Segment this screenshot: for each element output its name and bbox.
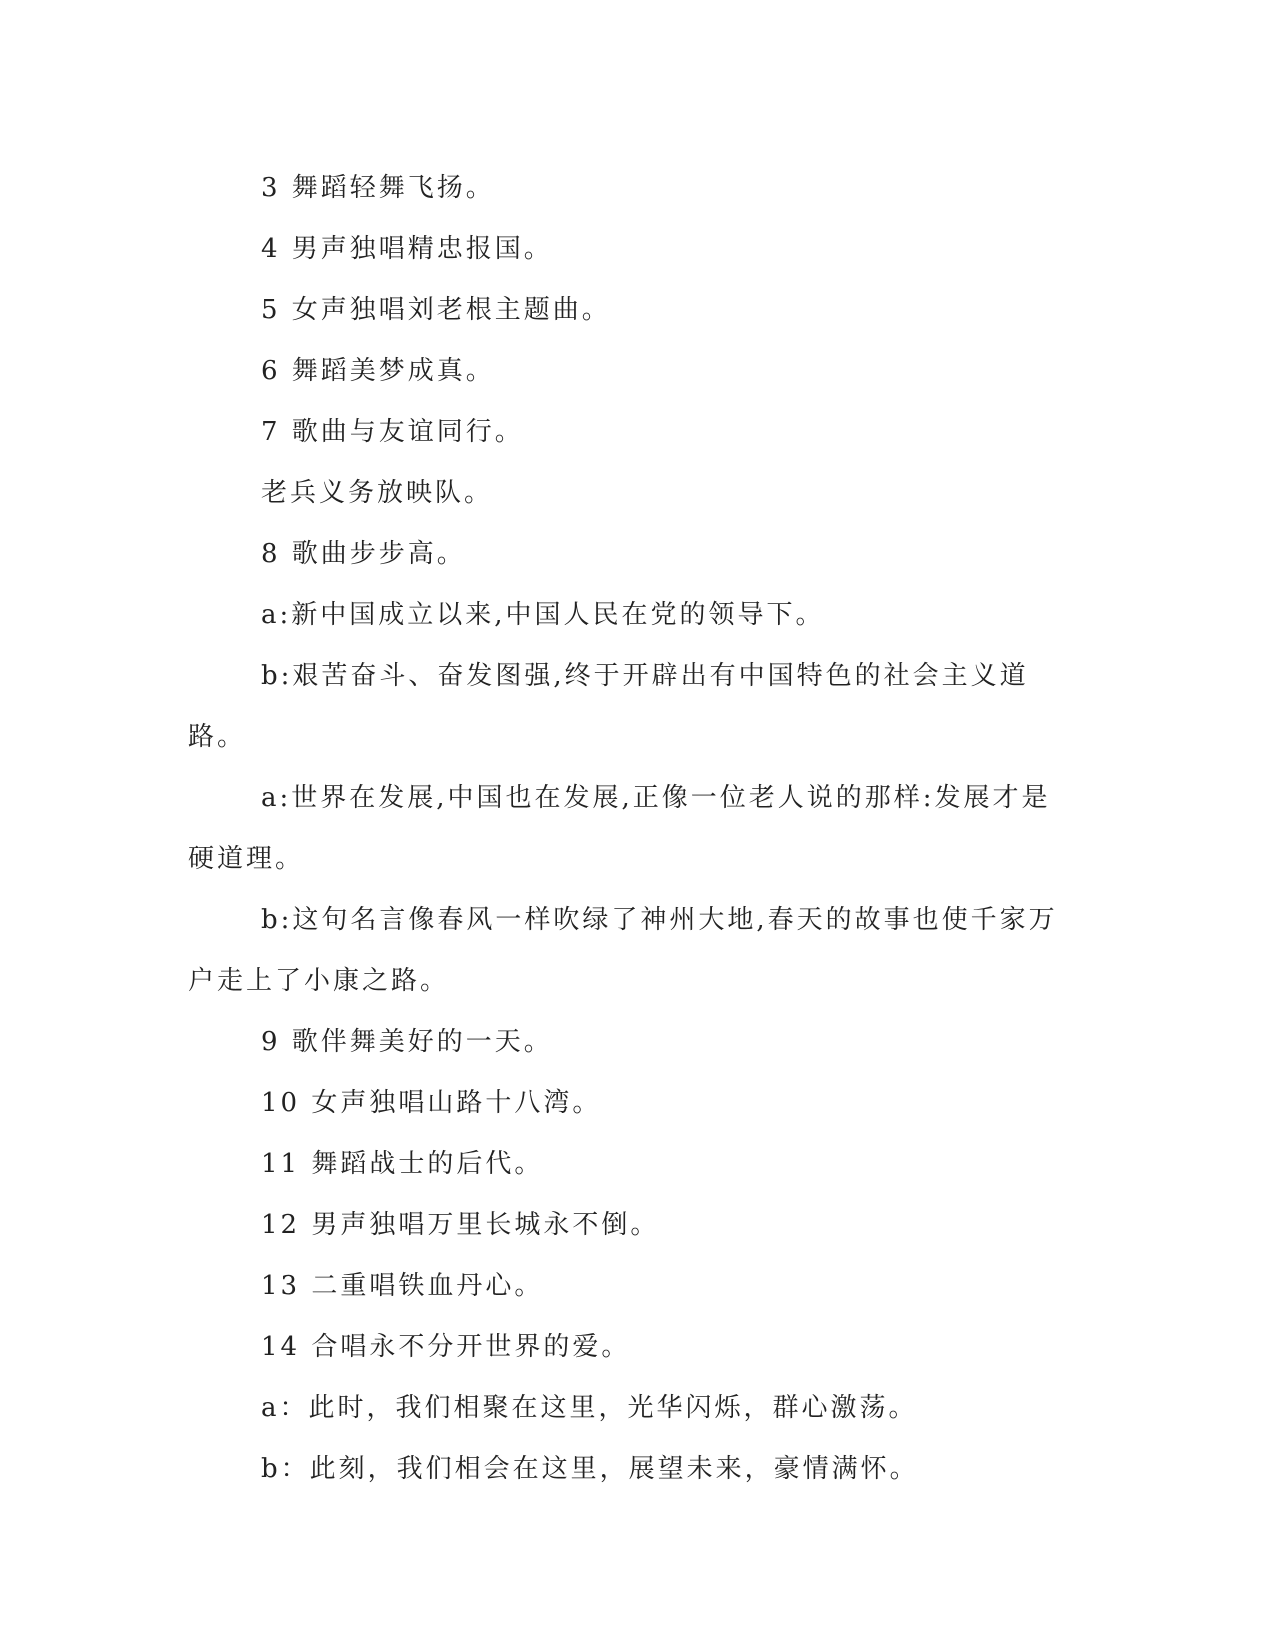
program-item-5: 5 女声独唱刘老根主题曲。 xyxy=(261,295,611,325)
document-body xyxy=(188,158,1068,1500)
program-item-8: 8 歌曲步步高。 xyxy=(261,539,466,569)
program-item-12: 12 男声独唱万里长城永不倒。 xyxy=(261,1210,660,1240)
host-line-a: a:新中国成立以来,中国人民在党的领导下。 xyxy=(261,600,825,630)
program-item-3: 3 舞蹈轻舞飞扬。 xyxy=(261,173,495,203)
host-line-a: a：此时，我们相聚在这里，光华闪烁，群心激荡。 xyxy=(261,1393,918,1423)
host-line-b: b:艰苦奋斗、奋发图强,终于开辟出有中国特色的社会主义道路。 xyxy=(188,661,1029,752)
program-item-10: 10 女声独唱山路十八湾。 xyxy=(261,1088,602,1118)
program-item-14: 14 合唱永不分开世界的爱。 xyxy=(261,1332,631,1362)
program-note: 老兵义务放映队。 xyxy=(261,478,494,508)
program-item-11: 11 舞蹈战士的后代。 xyxy=(261,1149,544,1179)
program-item-9: 9 歌伴舞美好的一天。 xyxy=(261,1027,553,1057)
program-item-13: 13 二重唱铁血丹心。 xyxy=(261,1271,544,1301)
program-item-7: 7 歌曲与友谊同行。 xyxy=(261,417,524,447)
host-line-a: a:世界在发展,中国也在发展,正像一位老人说的那样:发展才是硬道理。 xyxy=(188,783,1051,874)
host-line-b: b：此刻，我们相会在这里，展望未来，豪情满怀。 xyxy=(261,1454,919,1484)
program-item-6: 6 舞蹈美梦成真。 xyxy=(261,356,495,386)
host-line-b: b:这句名言像春风一样吹绿了神州大地,春天的故事也使千家万户走上了小康之路。 xyxy=(188,905,1058,996)
program-item-4: 4 男声独唱精忠报国。 xyxy=(261,234,553,264)
